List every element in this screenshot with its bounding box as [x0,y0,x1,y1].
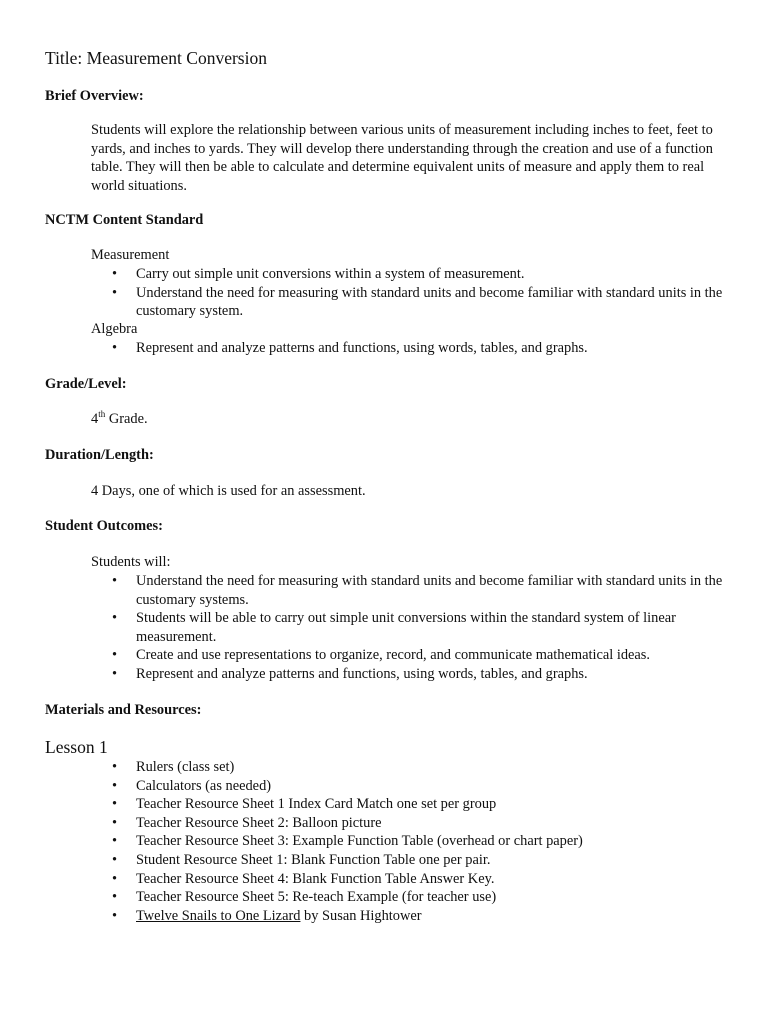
materials-heading: Materials and Resources: [45,702,202,718]
list-item [91,907,731,926]
measurement-list [91,265,731,321]
list-item: • Understand the need for measuring with standard units and become familiar with standard units in the customary systems. [91,572,731,609]
duration-heading: Duration/Length: [45,447,154,463]
grade-suffix: th [98,409,106,419]
book-author: by Susan Hightower [300,907,422,924]
measurement-label: Measurement [91,247,170,263]
overview-text: Students will explore the relationship between various units of measurement including inches to feet, feet to yards, and inches to yards. They will develop there understanding through the creation and use of a function table. They will then be able to calculate and determine equivalent units of measure and apply them to real world situations. [91,122,713,194]
outcomes-list [91,572,731,684]
outcomes-intro: Students will: [91,554,171,570]
grade-label: Grade. [105,411,148,427]
list-item: • Represent and analyze patterns and functions, using words, tables, and graphs. [91,665,731,684]
list-item: • Understand the need for measuring with standard units and become familiar with standard units in the customary system. [91,284,731,321]
grade-number: 4 [91,411,99,427]
list-item: • Teacher Resource Sheet 2: Balloon picture [91,814,731,833]
lesson-heading: Lesson 1 [45,737,108,757]
nctm-heading: NCTM Content Standard [45,212,204,228]
list-item: • Rulers (class set) [91,758,731,777]
list-item: • Calculators (as needed) [91,777,731,796]
grade-heading: Grade/Level: [45,376,127,392]
duration-text: 4 Days, one of which is used for an assessment. [91,483,366,499]
document-title: Title: Measurement Conversion [45,48,267,68]
grade-text [91,410,148,429]
list-item: • Student Resource Sheet 1: Blank Function Table one per pair. [91,851,731,870]
book-title: Twelve Snails to One Lizard [136,907,301,924]
list-item: • Represent and analyze patterns and functions, using words, tables, and graphs. [91,339,731,358]
algebra-list [91,339,731,358]
materials-list [91,758,731,925]
list-item: • Teacher Resource Sheet 1 Index Card Match one set per group [91,795,731,814]
list-item: • Students will be able to carry out simple unit conversions within the standard system of linear measurement. [91,609,731,646]
list-item: • Create and use representations to organize, record, and communicate mathematical ideas. [91,646,731,665]
list-item: • Teacher Resource Sheet 3: Example Function Table (overhead or chart paper) [91,832,731,851]
outcomes-heading: Student Outcomes: [45,518,163,534]
list-item: • Teacher Resource Sheet 4: Blank Function Table Answer Key. [91,870,731,889]
list-item: • Carry out simple unit conversions within a system of measurement. [91,265,731,284]
algebra-label: Algebra [91,321,138,337]
overview-heading: Brief Overview: [45,88,144,104]
list-item: • Teacher Resource Sheet 5: Re-teach Example (for teacher use) [91,888,731,907]
